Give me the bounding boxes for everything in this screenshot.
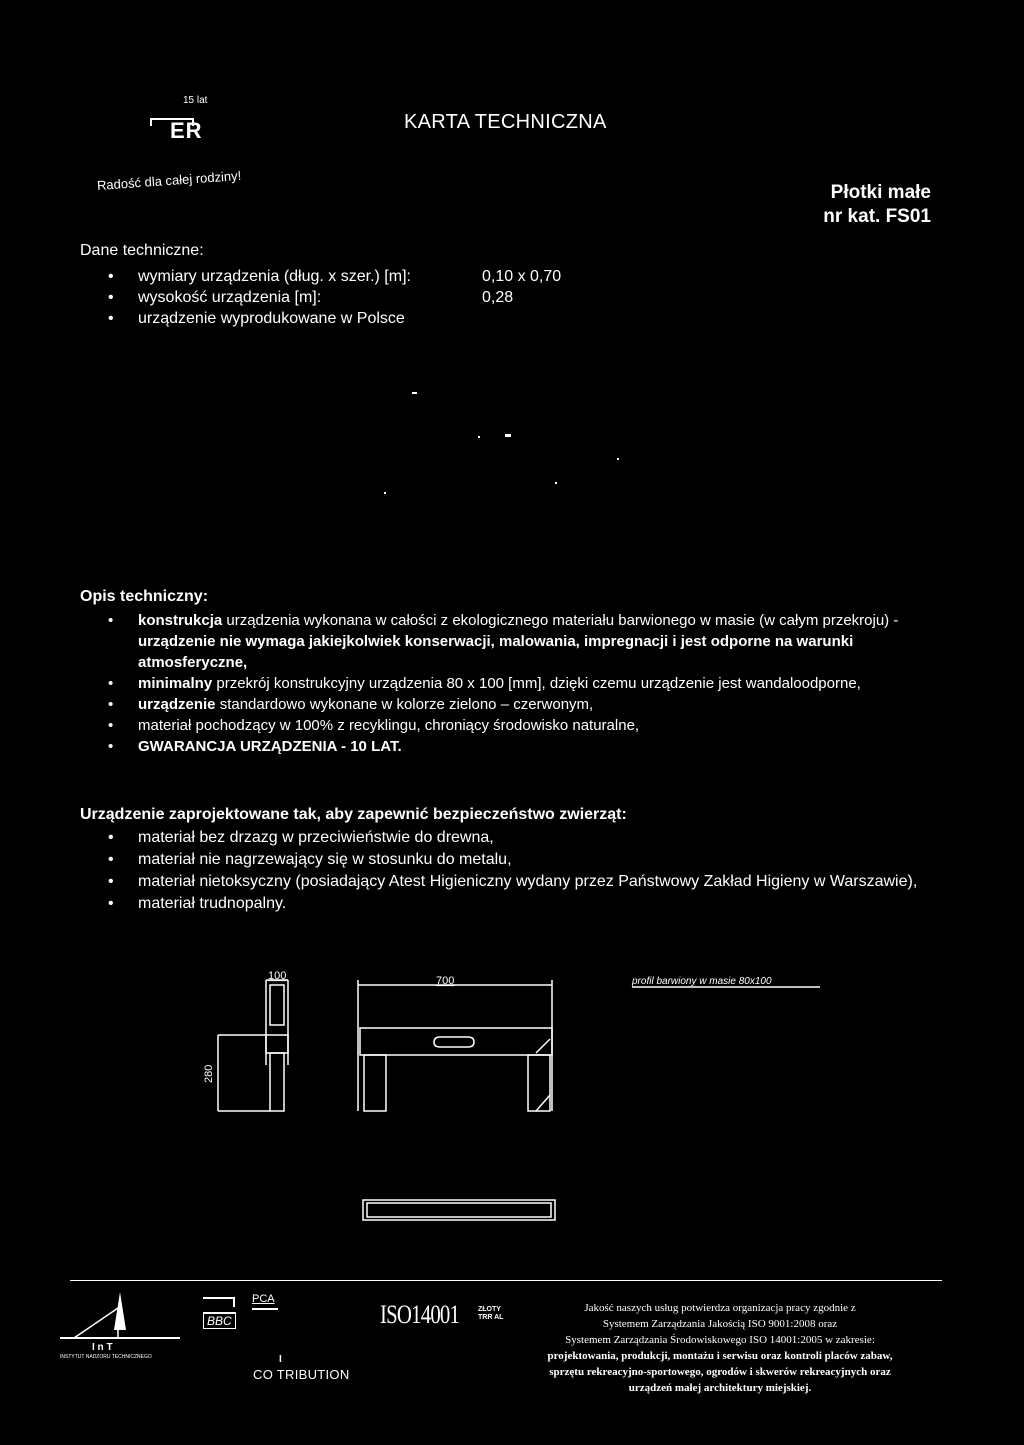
int-certification-logo (60, 1290, 190, 1360)
logo-text: ER (170, 118, 203, 143)
product-block (823, 181, 931, 229)
spec-label: urządzenie wyprodukowane w Polsce (138, 310, 405, 327)
product-name: Płotki małe (830, 182, 931, 203)
quality-statement (500, 1300, 940, 1396)
spec-item (108, 308, 618, 329)
document-title: KARTA TECHNICZNA (404, 111, 607, 133)
scope-line: urządzeń małej architektury miejskiej. (628, 1382, 812, 1394)
slogan: Radość dla całej rodziny! (96, 167, 242, 193)
spec-item (108, 266, 618, 287)
award-zloty: ZŁOTY (478, 1306, 501, 1313)
description-item (108, 715, 958, 736)
catalog-number: nr kat. FS01 (823, 206, 931, 227)
int-caption: INSTYTUT NADZORU TECHNICZNEGO (60, 1354, 152, 1360)
safety-item: • materiał trudnopalny. (108, 893, 988, 915)
dimension-width-label: 100 (268, 970, 287, 982)
spec-value: 0,10 x 0,70 (482, 268, 562, 285)
contribution-label: CO TRIBUTION (253, 1367, 350, 1382)
award-trr: TRR (478, 1314, 493, 1321)
scope-line: projektowania, produkcji, montażu i serwisu oraz kontroli placów zabaw, (547, 1350, 893, 1362)
item-bold: urządzenie (138, 696, 216, 713)
item-bold: minimalny (138, 675, 213, 692)
spec-item (108, 287, 618, 308)
description-item (108, 610, 958, 673)
contribution-mark: I (279, 1354, 282, 1365)
spec-value: 0,28 (482, 289, 514, 306)
description-item (108, 736, 958, 757)
profile-label: profil barwiony w masie 80x100 (632, 976, 772, 987)
description-list (108, 610, 958, 757)
item-bold: GWARANCJA URZĄDZENIA - 10 LAT. (138, 738, 402, 755)
pca-logo: PCA (252, 1293, 275, 1305)
animal-safety-heading: Urządzenie zaprojektowane tak, aby zapewnić bezpieczeństwo zwierząt: (80, 806, 627, 823)
company-logo (150, 118, 203, 144)
safety-item: • materiał nie nagrzewający się w stosunku do metalu, (108, 849, 988, 871)
quality-line: Systemem Zarządzania Środowiskowego ISO 14001:2005 w zakresie: (565, 1334, 875, 1346)
description-item (108, 694, 958, 715)
technical-data-list (108, 266, 618, 329)
iso-14001-logo: ISO14001 (380, 1300, 460, 1329)
description-heading: Opis techniczny: (80, 588, 209, 605)
spec-label: wysokość urządzenia [m]: (138, 289, 322, 306)
item-text: urządzenia wykonana w całości z ekologicznego materiału barwionego w masie (w całym przekroju) - (222, 612, 899, 629)
dimension-height-label: 280 (203, 1064, 215, 1083)
spec-label: wymiary urządzenia (dług. x szer.) [m]: (138, 268, 411, 285)
quality-line: Jakość naszych usług potwierdza organizacja pracy zgodnie z (584, 1302, 856, 1314)
footer-divider (70, 1280, 942, 1281)
safety-item: • materiał bez drzazg w przeciwieństwie do drewna, (108, 827, 988, 849)
item-bold: konstrukcja (138, 612, 223, 629)
bbc-logo: BBC (203, 1312, 236, 1329)
quality-line: Systemem Zarządzania Jakością ISO 9001:2008 oraz (602, 1318, 838, 1330)
item-bold-tail: urządzenie nie wymaga jakiejkolwiek konserwacji, malowania, impregnacji i jest odporne na warunki atmosferyczne, (138, 633, 854, 671)
bbc-bracket (203, 1297, 235, 1307)
technical-data-heading: Dane techniczne: (80, 242, 204, 259)
item-text: przekrój konstrukcyjny urządzenia 80 x 100 [mm], dzięki czemu urządzenie jest wandaloodporne, (212, 675, 861, 692)
scope-line: sprzętu rekreacyjno-sportowego, ogrodów i skwerów rekreacyjnych oraz (549, 1366, 891, 1378)
item-text: materiał pochodzący w 100% z recyklingu, chroniący środowisko naturalne, (138, 717, 640, 734)
anniversary-label: 15 lat (183, 95, 208, 106)
item-text: standardowo wykonane w kolorze zielono – czerwonym, (215, 696, 594, 713)
award-al: AL (494, 1314, 504, 1321)
technical-drawing (200, 965, 840, 1225)
dimension-length-label: 700 (436, 975, 455, 987)
int-logo-text: I n T (92, 1342, 113, 1353)
description-item (108, 673, 958, 694)
pca-underline (252, 1308, 278, 1310)
safety-item: • materiał nietoksyczny (posiadający Atest Higieniczny wydany przez Państwowy Zakład Higieny w Warszawie), (108, 871, 988, 893)
animal-safety-list (108, 827, 988, 915)
